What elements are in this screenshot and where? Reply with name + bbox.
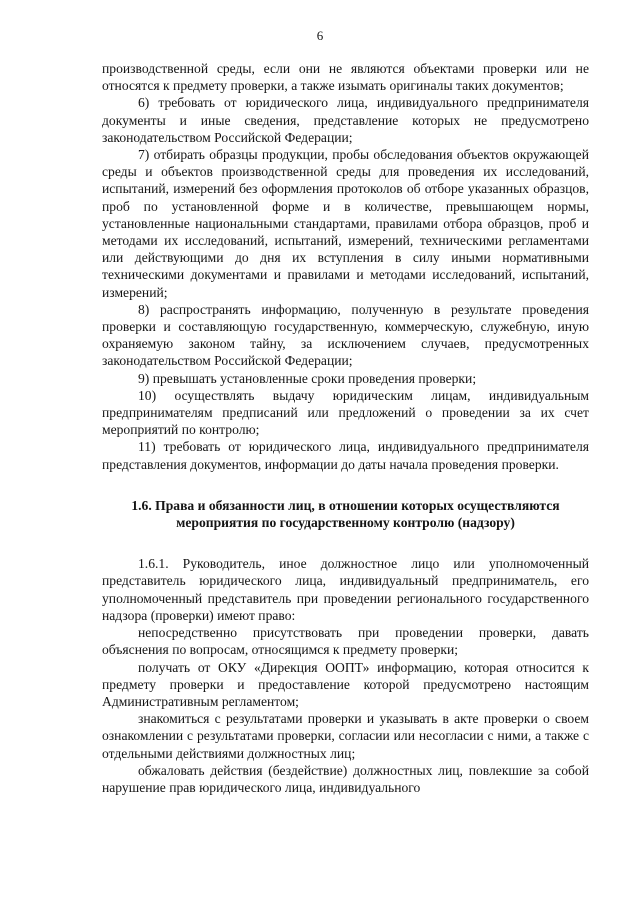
section-gap (102, 473, 589, 497)
section-heading: 1.6. Права и обязанности лиц, в отношении которых осуществляются мероприятия по государственному контролю (надзору) (131, 497, 560, 531)
list-item-8: 8) распространять информацию, полученную в результате проведения проверки и составляющую государственную, коммерческую, служебную, иную охраняемую законом тайну, за исключением случаев, предусмотренных законодательством Российской Федерации; (102, 301, 589, 369)
page-number: 6 (316, 28, 324, 43)
right-item: знакомиться с результатами проверки и указывать в акте проверки о своем ознакомлении с результатами проверки, согласии или несогласии с ними, а также с отдельными действиями должностных лиц; (102, 711, 589, 761)
list-item-6: 6) требовать от юридического лица, индивидуального предпринимателя документы и иные сведения, представление которых не предусмотрено законодательством Российской Федерации; (102, 95, 589, 145)
list-item-11: 11) требовать от юридического лица, индивидуального предпринимателя представления документов, информации до даты начала проведения проверки. (102, 439, 589, 472)
right-item: получать от ОКУ «Дирекция ООПТ» информацию, которая относится к предмету проверки и предоставление которой предусмотрено настоящим Административным регламентом; (102, 659, 589, 709)
section-gap (102, 531, 589, 555)
right-item: непосредственно присутствовать при проведении проверки, давать объяснения по вопросам, относящимся к предмету проверки; (102, 625, 589, 658)
list-item-7: 7) отбирать образцы продукции, пробы обследования объектов окружающей среды и объектов производственной среды для проведения их исследований, испытаний, измерений без оформления протоколов об отборе указанных образцов, проб по установленной форме и в количестве, превышающем нормы, установленные национальными стандартами, правилами отбора образцов, проб и методами их исследований, испытаний, измерений, техническими регламентами или действующими до дня их вступления в силу иными нормативными техническими документами и правилами и методами исследований, испытаний, измерений; (102, 147, 589, 300)
list-item-continuation: производственной среды, если они не являются объектами проверки или не относятся к предмету проверки, а также изымать оригиналы таких документов; (102, 61, 589, 94)
paragraph-1-6-1: 1.6.1. Руководитель, иное должностное лицо или уполномоченный представитель юридического лица, индивидуальный предприниматель, его уполномоченный представитель при проведении регионального государственного надзора (проверки) имеют право: (102, 556, 589, 623)
list-item-10: 10) осуществлять выдачу юридическим лицам, индивидуальным предпринимателям предписаний или предложений о проведении за их счет мероприятий по контролю; (102, 387, 589, 438)
right-item: обжаловать действия (бездействие) должностных лиц, повлекшие за собой нарушение прав юридического лица, индивидуального (102, 762, 589, 795)
list-item-9: 9) превышать установленные сроки проведения проверки; (138, 370, 477, 386)
page-body (102, 60, 589, 796)
